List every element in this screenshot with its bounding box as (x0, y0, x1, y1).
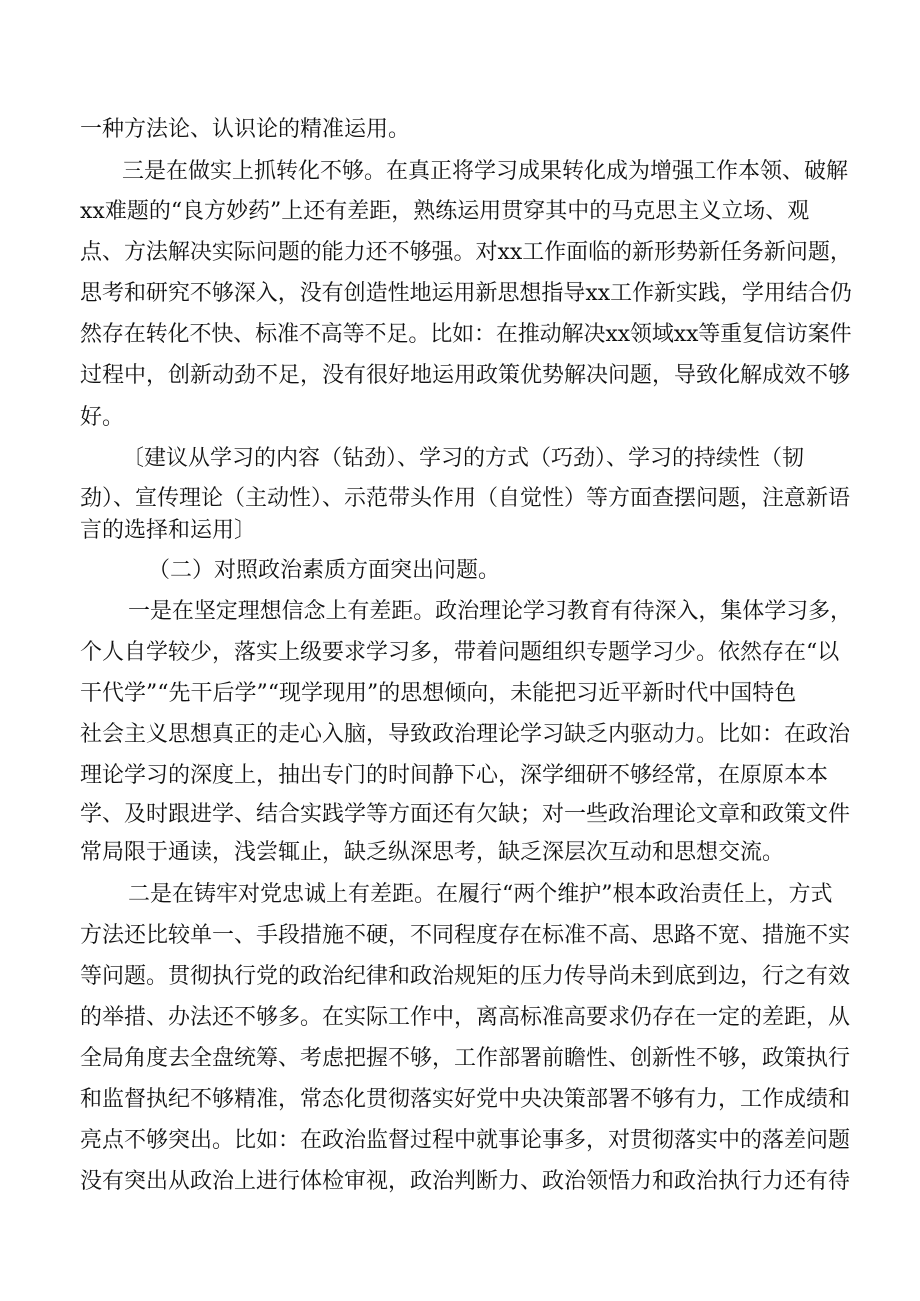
text-line: 方法还比较单一、手段措施不硬，不同程度存在标准不高、思路不宽、措施不实 (80, 923, 851, 948)
text-line: 〔建议从学习的内容（钻劲）、学习的方式（巧劲）、学习的持续性（韧 (122, 446, 805, 471)
text-line: 然存在转化不快、标准不高等不足。比如：在推动解决xx领域xx等重复信访案件 (80, 322, 852, 347)
text-line: 好。 (80, 405, 125, 430)
text-line: 思考和研究不够深入，没有创造性地运用新思想指导xx工作新实践，学用结合仍 (80, 281, 852, 306)
text-line: 没有突出从政治上进行体检审视，政治判断力、政治领悟力和政治执行力还有待 (80, 1169, 851, 1194)
text-line: 劲）、宣传理论（主动性）、示范带头作用（自觉性）等方面查摆问题，注意新语 (80, 486, 851, 511)
text-line: 常局限于通读，浅尝辄止，缺乏纵深思考，缺乏深层次互动和思想交流。 (80, 840, 785, 865)
text-line: 的举措、办法还不够多。在实际工作中，离高标准高要求仍存在一定的差距，从 (80, 1005, 851, 1030)
text-line: 三是在做实上抓转化不够。在真正将学习成果转化成为增强工作本领、破解 (122, 159, 849, 184)
text-line: 干代学”“先干后学”“现学现用”的思想倾向，未能把习近平新时代中国特色 (80, 681, 797, 706)
text-line: 过程中，创新动劲不足，没有很好地运用政策优势解决问题，导致化解成效不够 (80, 363, 851, 388)
section-heading: （二）对照政治素质方面突出问题。 (148, 558, 501, 583)
text-line: 个人自学较少，落实上级要求学习多，带着问题组织专题学习少。依然存在“以 (80, 640, 840, 665)
text-line: 和监督执纪不够精准，常态化贯彻落实好党中央决策部署不够有力，工作成绩和 (80, 1087, 851, 1112)
text-line: 亮点不够突出。比如：在政治监督过程中就事论事多，对贯彻落实中的落差问题 (80, 1128, 851, 1153)
text-line: xx难题的“良方妙药”上还有差距，熟练运用贯穿其中的马克思主义立场、观 (80, 199, 810, 224)
text-line: 社会主义思想真正的走心入脑，导致政治理论学习缺乏内驱动力。比如：在政治 (80, 722, 851, 747)
text-line: 全局角度去全盘统筹、考虑把握不够，工作部署前瞻性、创新性不够，政策执行 (80, 1046, 851, 1071)
text-line: 二是在铸牢对党忠诚上有差距。在履行“两个维护”根本政治责任上，方式 (128, 882, 833, 907)
text-line: 理论学习的深度上，抽出专门的时间静下心，深学细研不够经常，在原原本本 (80, 763, 829, 788)
text-line: 等问题。贯彻执行党的政治纪律和政治规矩的压力传导尚未到底到边，行之有效 (80, 964, 851, 989)
text-line: 点、方法解决实际问题的能力还不够强。对xx工作面临的新形势新任务新问题， (80, 240, 852, 265)
text-line: 学、及时跟进学、结合实践学等方面还有欠缺；对一些政治理论文章和政策文件 (80, 802, 851, 827)
text-line: 一是在坚定理想信念上有差距。政治理论学习教育有待深入，集体学习多， (128, 599, 852, 624)
text-line: 言的选择和运用〕 (80, 518, 257, 543)
text-line: 一种方法论、认识论的精准运用。 (80, 117, 411, 142)
